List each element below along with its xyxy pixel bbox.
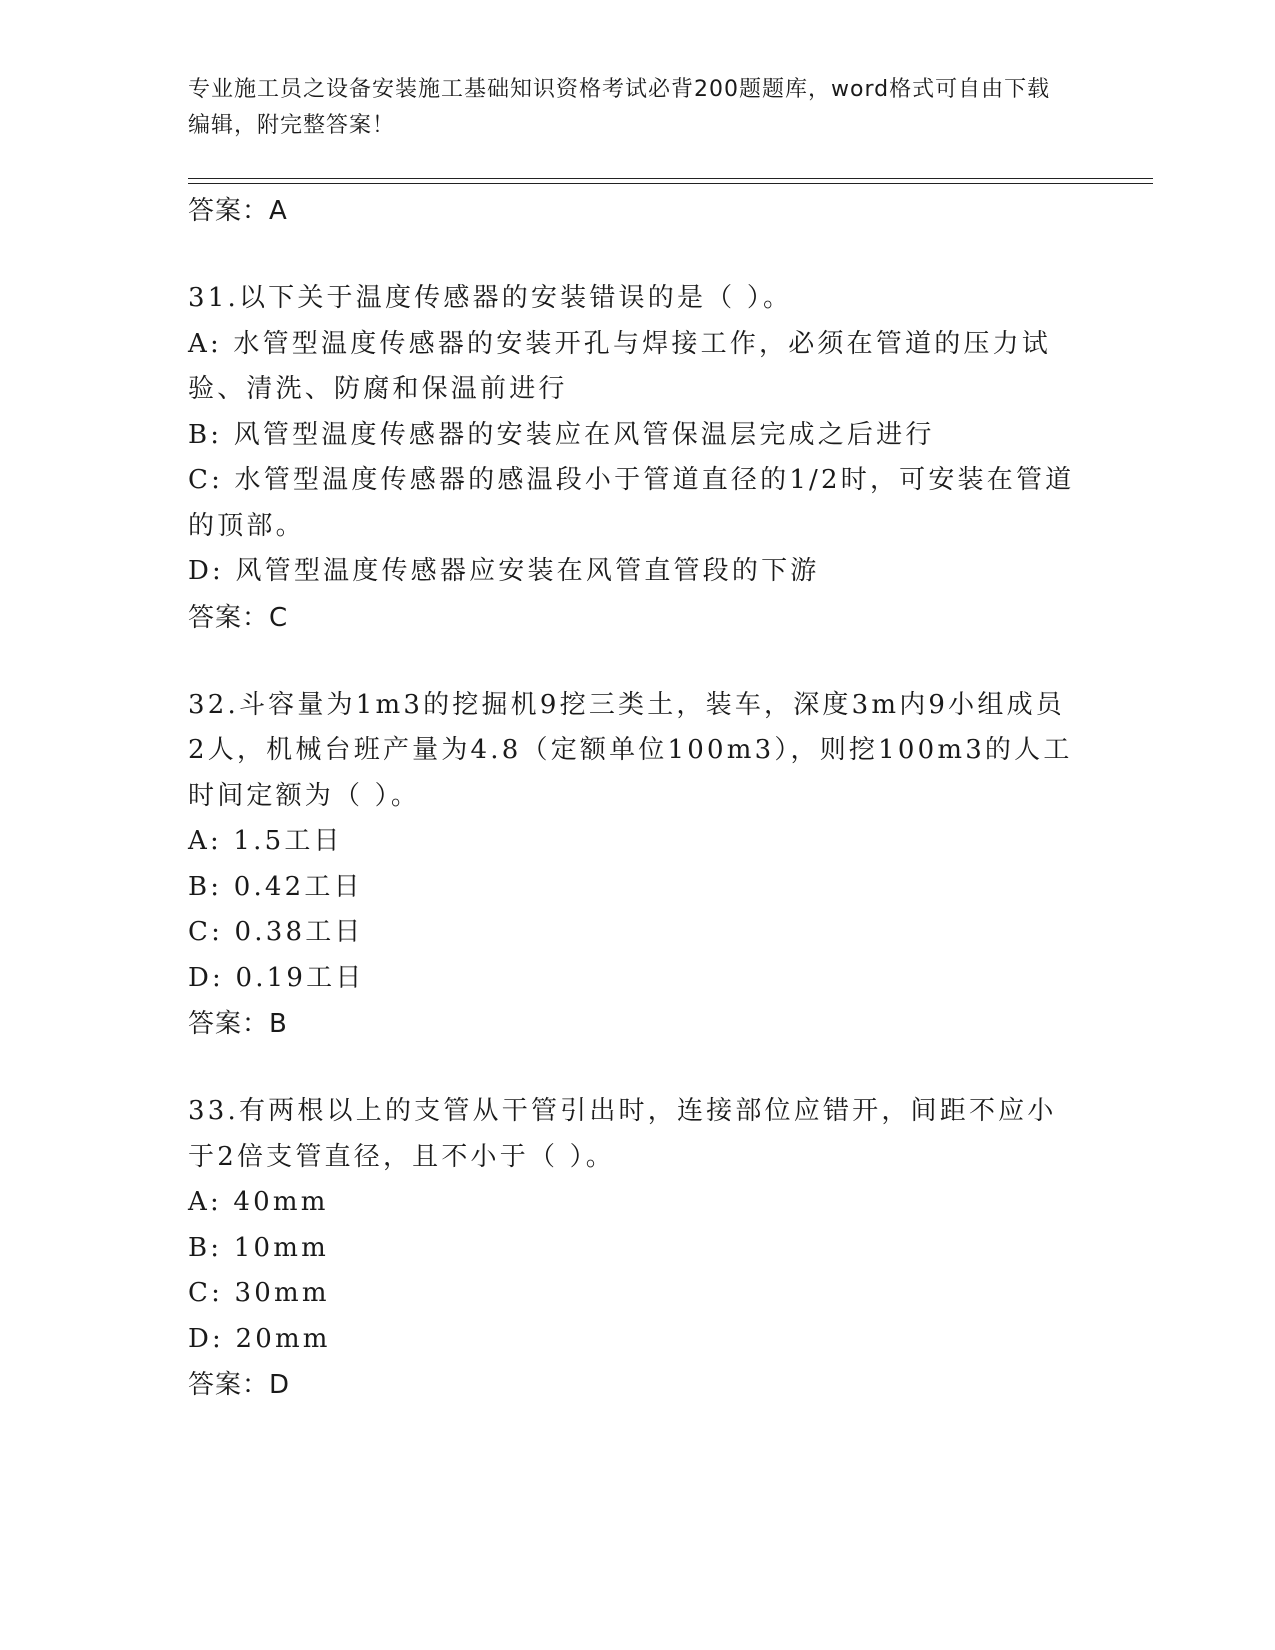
option-d: D: 风管型温度传感器应安装在风管直管段的下游	[188, 556, 820, 586]
header-divider-bottom	[188, 183, 1153, 184]
question-stem: 33.有两根以上的支管从干管引出时，连接部位应错开，间距不应小于2倍支管直径，且不小于（ ）。	[188, 1096, 1057, 1172]
option-b: B: 风管型温度传感器的安装应在风管保温层完成之后进行	[188, 419, 935, 450]
question-32	[188, 683, 1078, 1048]
option-a: A: 水管型温度传感器的安装开孔与焊接工作，必须在管道的压力试验、清洗、防腐和保温前进行	[188, 328, 1052, 404]
question-31	[188, 276, 1078, 641]
document-header: 专业施工员之设备安装施工基础知识资格考试必背200题题库，word格式可自由下载编辑，附完整答案！	[188, 77, 1051, 138]
option-c: C: 30mm	[188, 1278, 330, 1308]
previous-answer: 答案：A	[188, 196, 288, 226]
option-a: A: 1.5工日	[188, 826, 343, 856]
option-a: A: 40mm	[188, 1187, 329, 1217]
answer-label: 答案：C	[188, 602, 289, 633]
option-d: D: 0.19工日	[188, 962, 365, 993]
answer-label: 答案：D	[188, 1370, 291, 1400]
question-stem: 32.斗容量为1m3的挖掘机9挖三类土，装车，深度3m内9小组成员2人，机械台班产量为4.8（定额单位100m3），则挖100m3的人工时间定额为（ ）。	[188, 689, 1073, 811]
header-divider-top	[188, 178, 1153, 179]
option-c: C: 水管型温度传感器的感温段小于管道直径的1/2时，可安装在管道的顶部。	[188, 465, 1075, 541]
option-d: D: 20mm	[188, 1323, 331, 1354]
question-content	[188, 188, 1078, 1408]
answer-label: 答案：B	[188, 1009, 288, 1039]
question-33	[188, 1089, 1078, 1408]
question-stem: 31.以下关于温度传感器的安装错误的是（ ）。	[188, 283, 793, 313]
option-b: B: 10mm	[188, 1232, 329, 1263]
option-c: C: 0.38工日	[188, 917, 364, 947]
option-b: B: 0.42工日	[188, 871, 363, 902]
